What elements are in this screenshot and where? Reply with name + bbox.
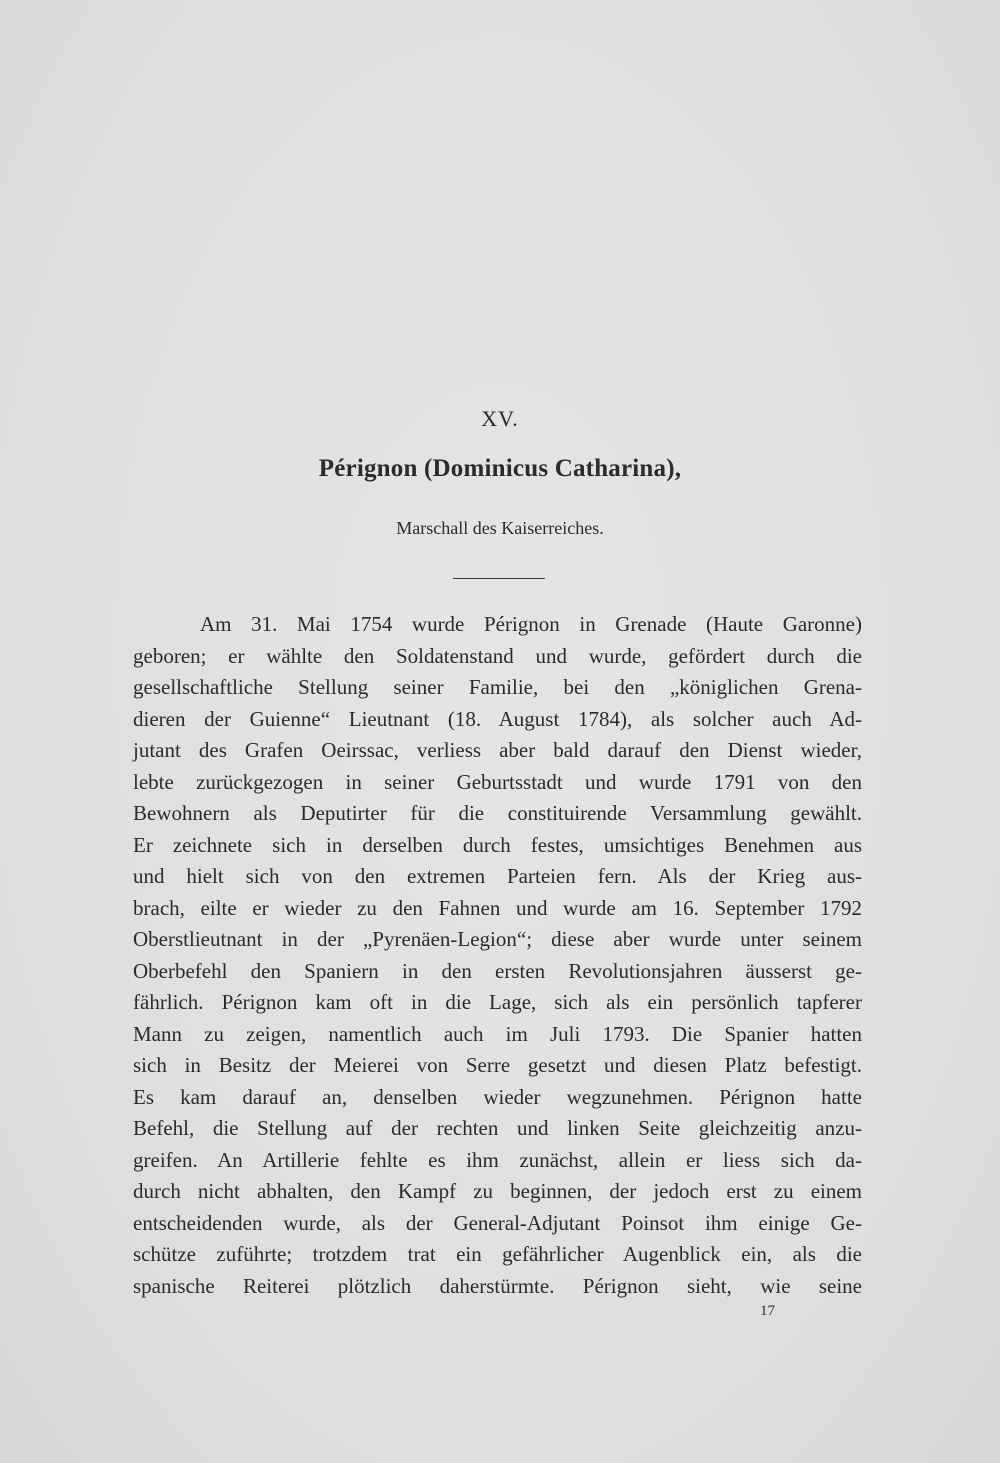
text-line: Befehl, die Stellung auf der rechten und linken Seite gleichzeitig anzu- [133,1116,862,1140]
chapter-subtitle: Marschall des Kaiserreiches. [396,518,604,538]
text-line: Bewohnern als Deputirter für die constituirende Versammlung gewählt. [133,801,862,825]
text-line: greifen. An Artillerie fehlte es ihm zunächst, allein er liess sich da- [133,1147,862,1172]
signature-mark: 17 [760,1303,775,1319]
text-line: Er zeichnete sich in derselben durch festes, umsichtiges Benehmen aus [133,832,862,857]
chapter-numeral: XV. [481,406,519,431]
text-line: Oberbefehl den Spaniern in den ersten Revolutionsjahren äusserst ge- [133,958,862,983]
text-line: brach, eilte er wieder zu den Fahnen und wurde am 16. September 1792 [133,895,862,920]
text-line: durch nicht abhalten, den Kampf zu beginnen, der jedoch erst zu einem [133,1179,862,1203]
chapter-title: Pérignon (Dominicus Catharina), [318,455,682,482]
text-line: gesellschaftliche Stellung seiner Familie, bei den „königlichen Grena- [133,675,862,699]
text-line: Es kam darauf an, denselben wieder wegzunehmen. Pérignon hatte [133,1084,862,1109]
text-line: geboren; er wählte den Soldatenstand und wurde, gefördert durch die [133,643,862,668]
text-line: und hielt sich von den extremen Parteien fern. Als der Krieg aus- [133,864,862,888]
text-line: Oberstlieutnant in der „Pyrenäen-Legion“; diese aber wurde unter seinem [133,927,862,951]
text-line: schütze zuführte; trotzdem trat ein gefährlicher Augenblick ein, als die [133,1242,862,1266]
text-line: entscheidenden wurde, als der General-Adjutant Poinsot ihm einige Ge- [133,1210,862,1235]
text-line: sich in Besitz der Meierei von Serre gesetzt und diesen Platz befestigt. [133,1053,862,1077]
text-line: Mann zu zeigen, namentlich auch im Juli 1793. Die Spanier hatten [133,1021,862,1046]
text-line: jutant des Grafen Oeirssac, verliess aber bald darauf den Dienst wieder, [133,738,862,762]
title-divider [453,578,545,579]
text-line: fährlich. Pérignon kam oft in die Lage, sich als ein persönlich tapferer [133,990,862,1014]
text-line: lebte zurückgezogen in seiner Geburtsstadt und wurde 1791 von den [133,769,862,794]
text-line: Am 31. Mai 1754 wurde Pérignon in Grenade (Haute Garonne) [200,612,862,636]
text-line: dieren der Guienne“ Lieutnant (18. August 1784), als solcher auch Ad- [133,706,862,731]
text-line: spanische Reiterei plötzlich daherstürmte. Pérignon sieht, wie seine [133,1273,862,1298]
